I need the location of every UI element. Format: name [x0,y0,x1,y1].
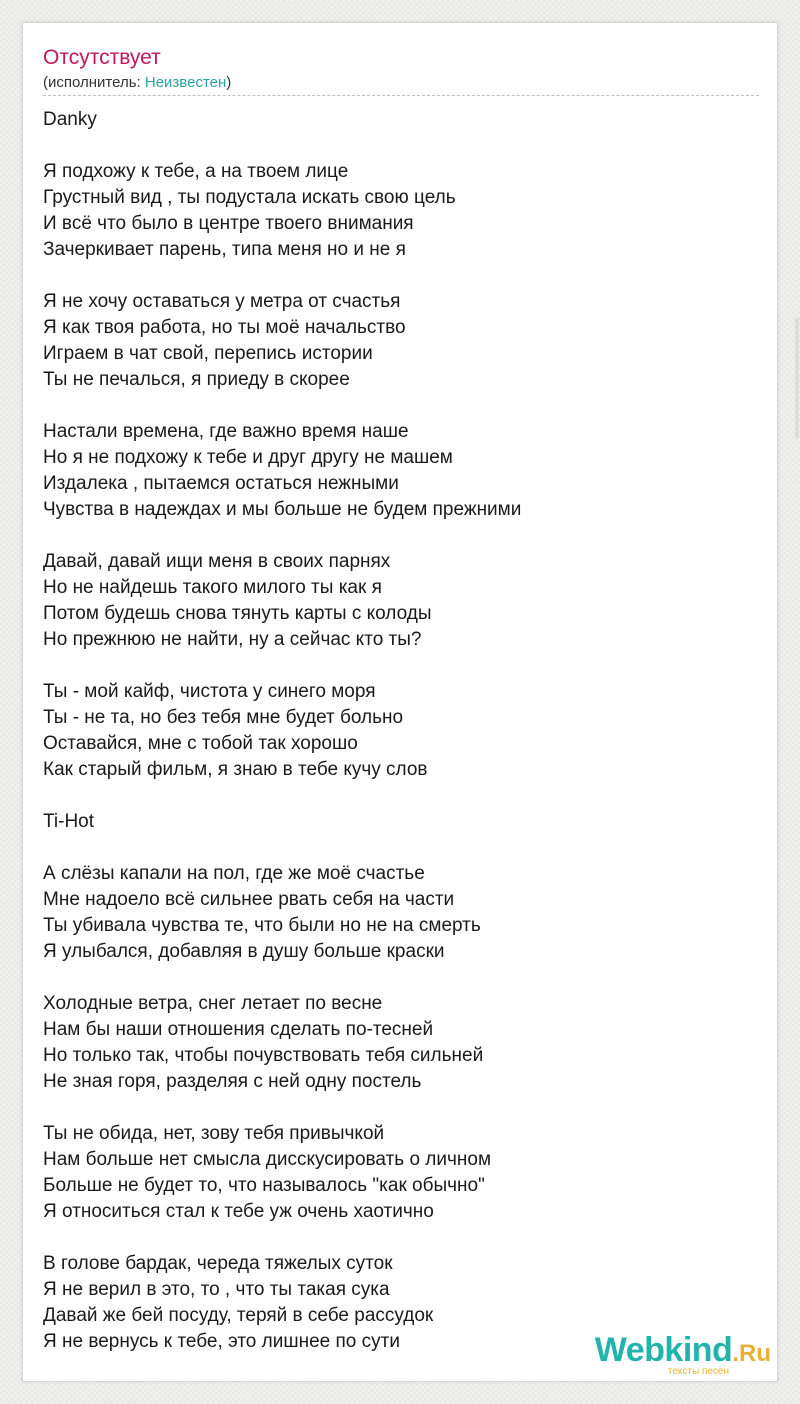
lyric-line: Нам больше нет смысла дисскусировать о личном [43,1149,492,1170]
artist-line [43,73,231,93]
lyric-line: Ты не обида, нет, зову тебя привычкой [43,1123,385,1144]
lyric-blank-line [43,965,759,991]
webkind-logo[interactable] [571,1331,771,1379]
lyric-line: Издалека , пытаемся остаться нежными [43,473,399,494]
lyric-line: Но не найдешь такого милого ты как я [43,577,382,598]
song-title: Отсутствует [43,46,161,69]
logo-name: Webkind [594,1331,733,1369]
lyric-line: Зачеркивает парень, типа меня но и не я [43,239,406,260]
lyric-line: Холодные ветра, снег летает по весне [43,993,383,1014]
lyric-blank-line [43,783,759,809]
lyric-line: Грустный вид , ты подустала искать свою цель [43,187,456,208]
lyric-blank-line [43,263,759,289]
artist-suffix: ) [226,74,232,91]
lyric-line: Чувства в надеждах и мы больше не будем прежними [43,499,522,520]
lyric-blank-line [43,133,759,159]
lyric-blank-line [43,523,759,549]
lyric-line: Я не верил в это, то , что ты такая сука [43,1279,390,1300]
lyric-blank-line [43,1225,759,1251]
lyric-line: Потом будешь снова тянуть карты с колоды [43,603,432,624]
lyric-blank-line [43,393,759,419]
lyric-line: Но прежнюю не найти, ну а сейчас кто ты? [43,629,422,650]
lyric-line: Ты - мой кайф, чистота у синего моря [43,681,376,702]
lyric-line: Danky [43,109,97,130]
lyric-line: И всё что было в центре твоего внимания [43,213,414,234]
lyric-line: Настали времена, где важно время наше [43,421,409,442]
lyric-line: Ты - не та, но без тебя мне будет больно [43,707,404,728]
lyric-line: Я как твоя работа, но ты моё начальство [43,317,406,338]
lyric-line: Я не вернусь к тебе, это лишнее по сути [43,1331,400,1352]
lyric-line: Я относиться стал к тебе уж очень хаотично [43,1201,434,1222]
lyric-line: Но только так, чтобы почувствовать тебя сильней [43,1045,484,1066]
logo-tagline: тексты песен [667,1366,729,1377]
song-header [43,43,759,96]
lyric-line: Играем в чат свой, перепись истории [43,343,373,364]
lyrics-card [22,22,778,1382]
lyric-line: Мне надоело всё сильнее рвать себя на части [43,889,455,910]
artist-link[interactable]: Неизвестен [144,74,227,91]
lyric-blank-line [43,653,759,679]
scrollbar-thumb[interactable] [795,318,799,438]
lyric-line: Я улыбался, добавляя в душу больше краски [43,941,445,962]
lyric-line: Оставайся, мне с тобой так хорошо [43,733,358,754]
lyric-line: Больше не будет то, что называлось "как обычно" [43,1175,485,1196]
lyric-line: Ты не печалься, я приеду в скорее [43,369,350,390]
lyric-blank-line [43,835,759,861]
lyric-line: Ты убивала чувства те, что были но не на смерть [43,915,481,936]
lyric-line: В голове бардак, череда тяжелых суток [43,1253,393,1274]
lyric-blank-line [43,1095,759,1121]
artist-prefix: (исполнитель: [43,74,145,91]
lyric-line: Не зная горя, разделяя с ней одну постель [43,1071,422,1092]
lyric-line: Ti-Hot [43,811,95,832]
lyric-line: Как старый фильм, я знаю в тебе кучу слов [43,759,428,780]
lyric-line: Я подхожу к тебе, а на твоем лице [43,161,349,182]
lyric-line: Нам бы наши отношения сделать по-тесней [43,1019,434,1040]
lyric-line: А слёзы капали на пол, где же моё счастье [43,863,425,884]
lyric-line: Но я не подхожу к тебе и друг другу не машем [43,447,453,468]
lyrics-text [43,107,759,1355]
lyric-line: Давай, давай ищи меня в своих парнях [43,551,391,572]
lyric-line: Давай же бей посуду, теряй в себе рассудок [43,1305,434,1326]
logo-tld: .Ru [732,1340,771,1367]
lyric-line: Я не хочу оставаться у метра от счастья [43,291,401,312]
